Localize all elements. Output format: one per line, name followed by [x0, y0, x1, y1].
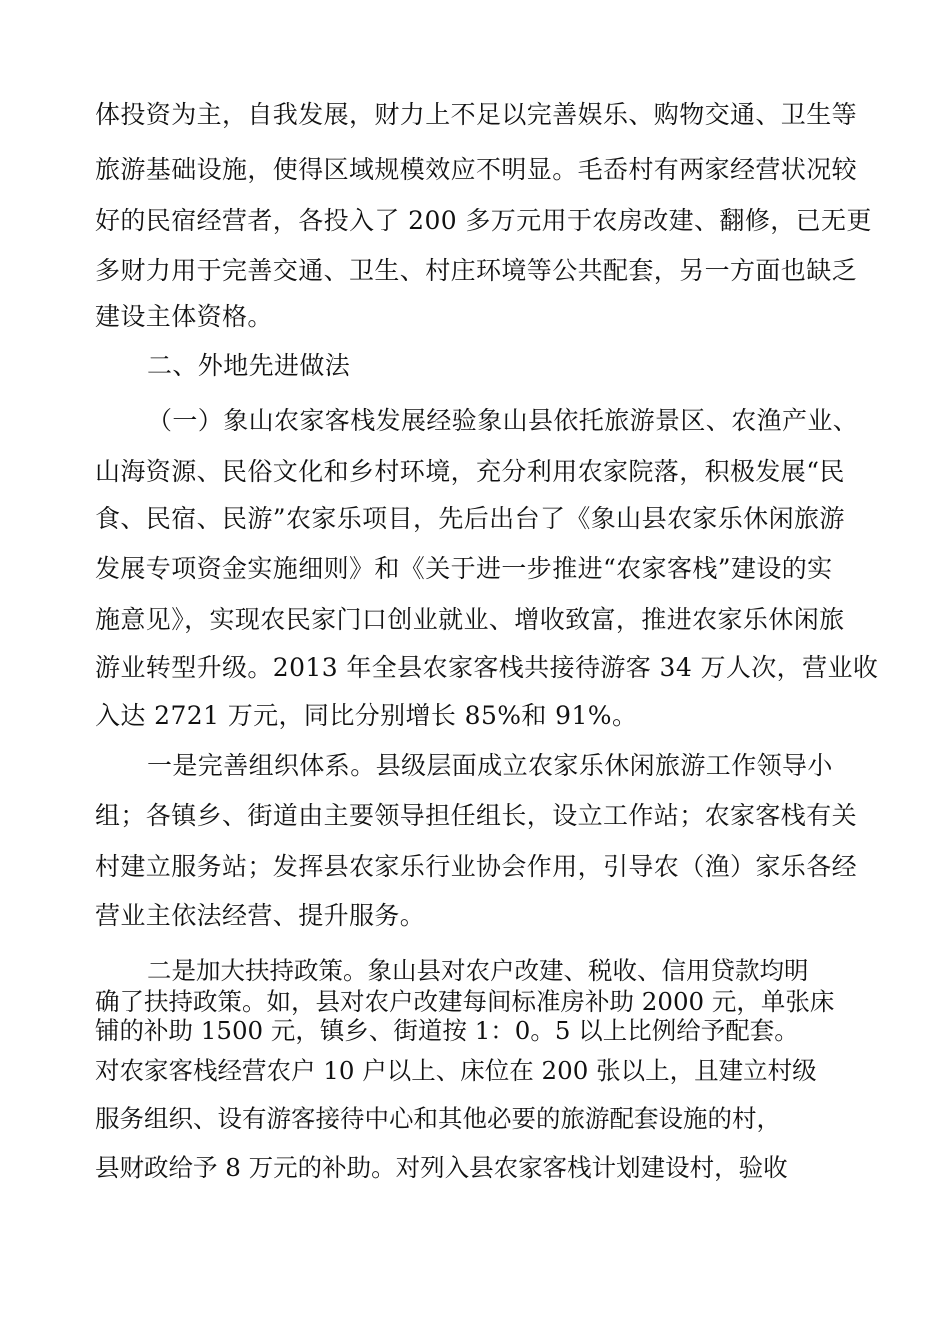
text-line: 入达 2721 万元，同比分别增长 85%和 91%。	[95, 701, 638, 730]
text-line: 二是加大扶持政策。象山县对农户改建、税收、信用贷款均明	[147, 956, 809, 985]
text-line: 一是完善组织体系。县级层面成立农家乐休闲旅游工作领导小	[147, 751, 833, 780]
text-line: 组；各镇乡、街道由主要领导担任组长，设立工作站；农家客栈有关	[95, 801, 858, 830]
text-line: 确了扶持政策。如，县对农户改建每间标准房补助 2000 元，单张床	[95, 987, 835, 1016]
text-line: 村建立服务站；发挥县农家乐行业协会作用，引导农（渔）家乐各经	[95, 852, 858, 881]
text-line: 县财政给予 8 万元的补助。对列入县农家客栈计划建设村，验收	[95, 1153, 788, 1182]
text-line: 旅游基础设施，使得区域规模效应不明显。毛岙村有两家经营状况较	[95, 155, 858, 184]
text-line: 施意见》，实现农民家门口创业就业、增收致富，推进农家乐休闲旅	[95, 605, 845, 634]
text-line: 发展专项资金实施细则》和《关于进一步推进“农家客栈”建设的实	[95, 554, 833, 583]
text-line: （一）象山农家客栈发展经验象山县依托旅游景区、农渔产业、	[147, 406, 859, 435]
text-line: 体投资为主，自我发展，财力上不足以完善娱乐、购物交通、卫生等	[95, 100, 858, 129]
text-line: 好的民宿经营者，各投入了 200 多万元用于农房改建、翻修，已无更	[95, 206, 872, 235]
text-line: 对农家客栈经营农户 10 户以上、床位在 200 张以上，且建立村级	[95, 1056, 817, 1085]
text-line: 游业转型升级。2013 年全县农家客栈共接待游客 34 万人次，营业收	[95, 653, 879, 682]
text-line: 食、民宿、民游”农家乐项目，先后出台了《象山县农家乐休闲旅游	[95, 504, 845, 533]
text-line: 营业主依法经营、提升服务。	[95, 901, 426, 930]
section-heading: 二、外地先进做法	[147, 351, 351, 380]
text-line: 多财力用于完善交通、卫生、村庄环境等公共配套，另一方面也缺乏	[95, 256, 858, 285]
text-line: 建设主体资格。	[95, 302, 273, 331]
text-line: 铺的补助 1500 元，镇乡、街道按 1：0。5 以上比例给予配套。	[95, 1016, 799, 1045]
text-line: 服务组织、设有游客接待中心和其他必要的旅游配套设施的村，	[95, 1104, 781, 1133]
text-line: 山海资源、民俗文化和乡村环境，充分利用农家院落，积极发展“民	[95, 457, 845, 486]
